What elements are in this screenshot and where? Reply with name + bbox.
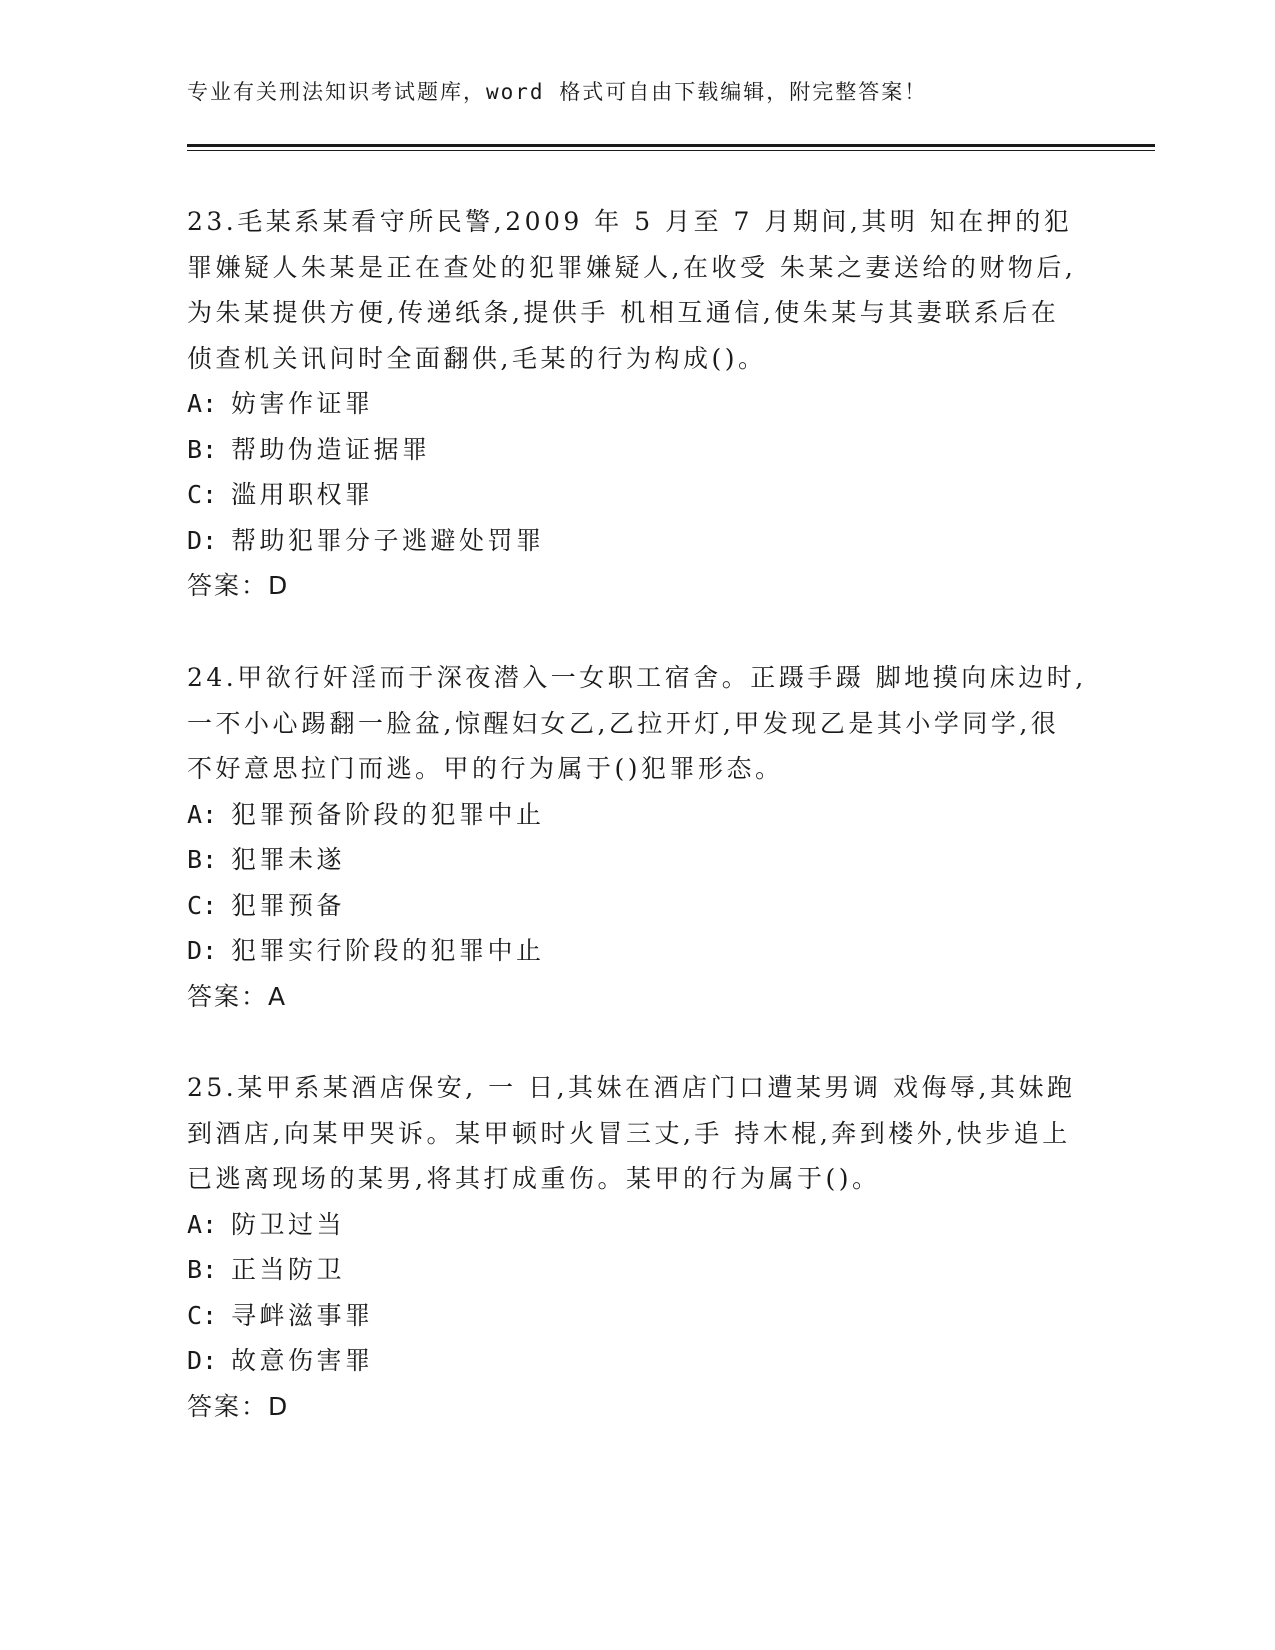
- option-a: [187, 792, 1087, 838]
- option-text: 滥用职权罪: [231, 480, 374, 509]
- question-25: [187, 1065, 1087, 1429]
- option-a: [187, 381, 1087, 427]
- option-list: [187, 381, 1087, 563]
- option-key: B:: [187, 1255, 218, 1284]
- option-d: [187, 928, 1087, 974]
- option-text: 帮助伪造证据罪: [231, 434, 431, 464]
- option-key: D:: [187, 525, 218, 555]
- option-c: [187, 472, 1087, 518]
- option-key: C:: [187, 480, 218, 509]
- page-header: 专业有关刑法知识考试题库，word 格式可自由下载编辑，附完整答案！: [187, 80, 928, 104]
- option-b: [187, 1247, 1087, 1293]
- option-d: [187, 518, 1087, 564]
- option-key: A:: [187, 389, 218, 418]
- question-23: [187, 199, 1087, 609]
- option-text: 犯罪未遂: [231, 845, 346, 874]
- option-key: D:: [187, 1346, 218, 1375]
- option-text: 正当防卫: [231, 1255, 346, 1284]
- option-text: 妨害作证罪: [231, 389, 374, 418]
- option-key: A:: [187, 799, 218, 829]
- option-text: 帮助犯罪分子逃避处罚罪: [231, 525, 545, 555]
- option-list: [187, 1202, 1087, 1384]
- option-d: [187, 1338, 1087, 1384]
- option-text: 故意伤害罪: [231, 1346, 374, 1375]
- option-key: C:: [187, 890, 218, 920]
- option-text: 防卫过当: [231, 1209, 346, 1239]
- option-key: A:: [187, 1209, 218, 1239]
- option-key: B:: [187, 845, 218, 874]
- option-c: [187, 883, 1087, 929]
- option-key: C:: [187, 1300, 218, 1330]
- option-text: 寻衅滋事罪: [231, 1300, 374, 1330]
- answer-line: 答案：D: [187, 571, 290, 600]
- option-text: 犯罪实行阶段的犯罪中止: [231, 936, 545, 965]
- question-24: [187, 655, 1087, 1019]
- option-text: 犯罪预备阶段的犯罪中止: [231, 799, 545, 829]
- question-stem: 23.毛某系某看守所民警,2009 年 5 月至 7 月期间,其明 知在押的犯罪嫌疑人朱某是正在查处的犯罪嫌疑人,在收受 朱某之妻送给的财物后,为朱某提供方便,传递纸条,提供手 机相互通信,使朱某与其妻联系后在侦查机关讯问时全面翻供,毛某的行为构成()。: [187, 207, 1077, 373]
- answer-line: 答案：A: [187, 981, 288, 1011]
- option-b: [187, 427, 1087, 473]
- question-stem: 25.某甲系某酒店保安, 一 日,其妹在酒店门口遭某男调 戏侮辱,其妹跑到酒店,向某甲哭诉。某甲顿时火冒三丈,手 持木棍,奔到楼外,快步追上已逃离现场的某男,将其打成重伤。某甲的行为属于()。: [187, 1073, 1076, 1193]
- option-list: [187, 792, 1087, 974]
- answer-line: 答案：D: [187, 1391, 290, 1421]
- option-key: B:: [187, 434, 218, 464]
- option-key: D:: [187, 936, 218, 965]
- header-divider: [187, 144, 1155, 151]
- question-stem: 24.甲欲行奸淫而于深夜潜入一女职工宿舍。正蹑手蹑 脚地摸向床边时, 一不小心踢翻一脸盆,惊醒妇女乙,乙拉开灯,甲发现乙是其小学同学,很不好意思拉门而逃。甲的行为属于()犯罪形态。: [187, 663, 1087, 783]
- option-text: 犯罪预备: [231, 890, 346, 920]
- option-a: [187, 1202, 1087, 1248]
- option-b: [187, 837, 1087, 883]
- option-c: [187, 1293, 1087, 1339]
